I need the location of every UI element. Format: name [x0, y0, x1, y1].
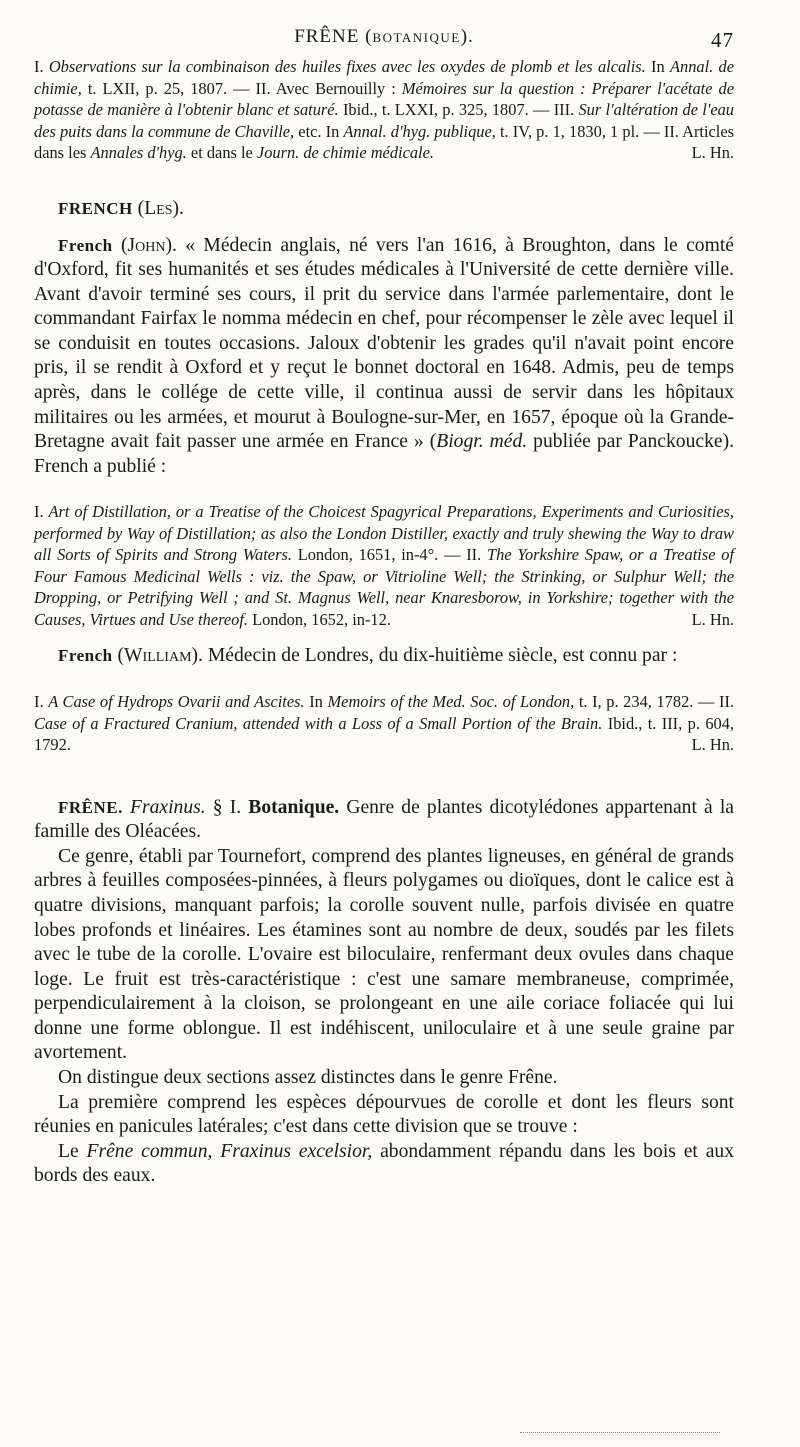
signature: L. Hn.	[691, 609, 734, 629]
entry-name: French	[58, 235, 113, 255]
john-bibliography: I. Art of Distillation, or a Treatise of the Choicest Spagyrical Preparations, Experiments and Curiosities, performed by Way of Distillation; as also the London Distiller, exactly and truly shewing the Way to draw all Sorts of Spirits and Strong Waters. London, 1651, in-4°. — II. The Yorkshire Spaw, or a Treatise of Four Famous Medicinal Wells : viz. the Spaw, or Vitrioline Well; the Strinking, or Sulphur Well; the Dropping, or Petrifying Well ; and St. Magnus Well, near Knaresborow, in Yorkshire; together with the Causes, Virtues and Use thereof. London, 1652, in-12. L. Hn.	[34, 502, 735, 629]
running-title-small: BOTANIQUE	[372, 30, 461, 45]
entry-heading-french-les: FRENCH (Les).	[58, 197, 184, 219]
entry-frene: FRÊNE. Fraxinus. § I. Botanique. Genre de plantes dicotylédones appartenant à la famille des Oléacées.	[34, 796, 734, 843]
entry-name: FRENCH	[58, 198, 133, 218]
frene-paragraph-sections: On distingue deux sections assez distinctes dans le genre Frêne.	[58, 1067, 558, 1089]
page-number: 47	[711, 28, 734, 52]
frene-paragraph-first-section: La première comprend les espèces dépourvues de corolle et dont les fleurs sont réunies en panicules latérales; c'est dans cette division que se trouve :	[34, 1091, 734, 1138]
page	[34, 26, 734, 1189]
frene-paragraph-description: Ce genre, établi par Tournefort, comprend des plantes ligneuses, en général de grands arbres à feuilles composées-pinnées, à fleurs polygames ou dioïques, dont le calice est à quatre divisions, manquant parfois; la corolle souvent nulle, parfois divisée en quatre lobes profonds et linéaires. Les étamines sont au nombre de deux, soudés par les filets avec le tube de la corolle. L'ovaire est biloculaire, renfermant deux ovules dans chaque loge. Le fruit est très-caractéristique : c'est une samare membraneuse, comprimée, perpendiculairement à la cloison, se prolongeant en une aile coriace foliacée qui lui donne une forme oblongue. Il est indéhiscent, uniloculaire et à une seule graine par avortement.	[34, 845, 734, 1064]
running-header	[34, 26, 734, 56]
entry-name: FRÊNE.	[58, 797, 123, 817]
running-title-end: ).	[460, 26, 474, 47]
frene-paragraph-frene-commun: Le Frêne commun, Fraxinus excelsior, abondamment répandu dans les bois et aux bords des eaux.	[34, 1140, 734, 1187]
entry-french-william: French (William). Médecin de Londres, du dix-huitième siècle, est connu par :	[58, 645, 678, 667]
william-bibliography: I. A Case of Hydrops Ovarii and Ascites. In Memoirs of the Med. Soc. of London, t. I, p. 234, 1782. — II. Case of a Fractured Cranium, attended with a Loss of a Small Portion of the Brain. Ibid., t. III, p. 604, 1792. L. Hn.	[34, 692, 735, 755]
signature: L. Hn.	[691, 735, 734, 755]
page-edge-artifact	[520, 1432, 720, 1433]
entry-name: French	[58, 646, 113, 666]
signature: L. Hn.	[691, 143, 734, 162]
running-title	[34, 26, 734, 48]
running-title-main: FRÊNE (	[294, 26, 373, 47]
top-bibliography: I. Observations sur la combinaison des huiles fixes avec les oxydes de plomb et les alcalis. In Annal. de chimie, t. LXII, p. 25, 1807. — II. Avec Bernouilly : Mémoires sur la question : Préparer l'acétate de potasse de manière à l'obtenir blanc et saturé. Ibid., t. LXXI, p. 325, 1807. — III. Sur l'altération de l'eau des puits dans la commune de Chaville, etc. In Annal. d'hyg. publique, t. IV, p. 1, 1830, 1 pl. — II. Articles dans les Annales d'hyg. et dans le Journ. de chimie médicale. L. Hn.	[34, 57, 735, 162]
entry-french-john: French (John). « Médecin anglais, né vers l'an 1616, à Broughton, dans le comté d'Oxford, fit ses humanités et ses études médicales à l'Université de cette dernière ville. Avant d'avoir terminé ses cours, il prit du service dans l'armée parlementaire, dont le commandant Fairfax le nomma médecin en chef, pour récompenser le zèle avec lequel il se conduisit en toutes occasions. Jaloux d'obtenir les grades qu'il n'avait point encore pris, il se rendit à Oxford et y reçut le bonnet doctoral en 1648. Admis, peu de temps après, dans le collége de cette ville, il continua aussi de servir dans les hôpitaux militaires ou les armées, et mourut à Boulogne-sur-Mer, en 1657, époque où la Grande-Bretagne avait fait passer une armée en France » (Biogr. méd. publiée par Panckoucke). French a publié :	[34, 234, 734, 477]
